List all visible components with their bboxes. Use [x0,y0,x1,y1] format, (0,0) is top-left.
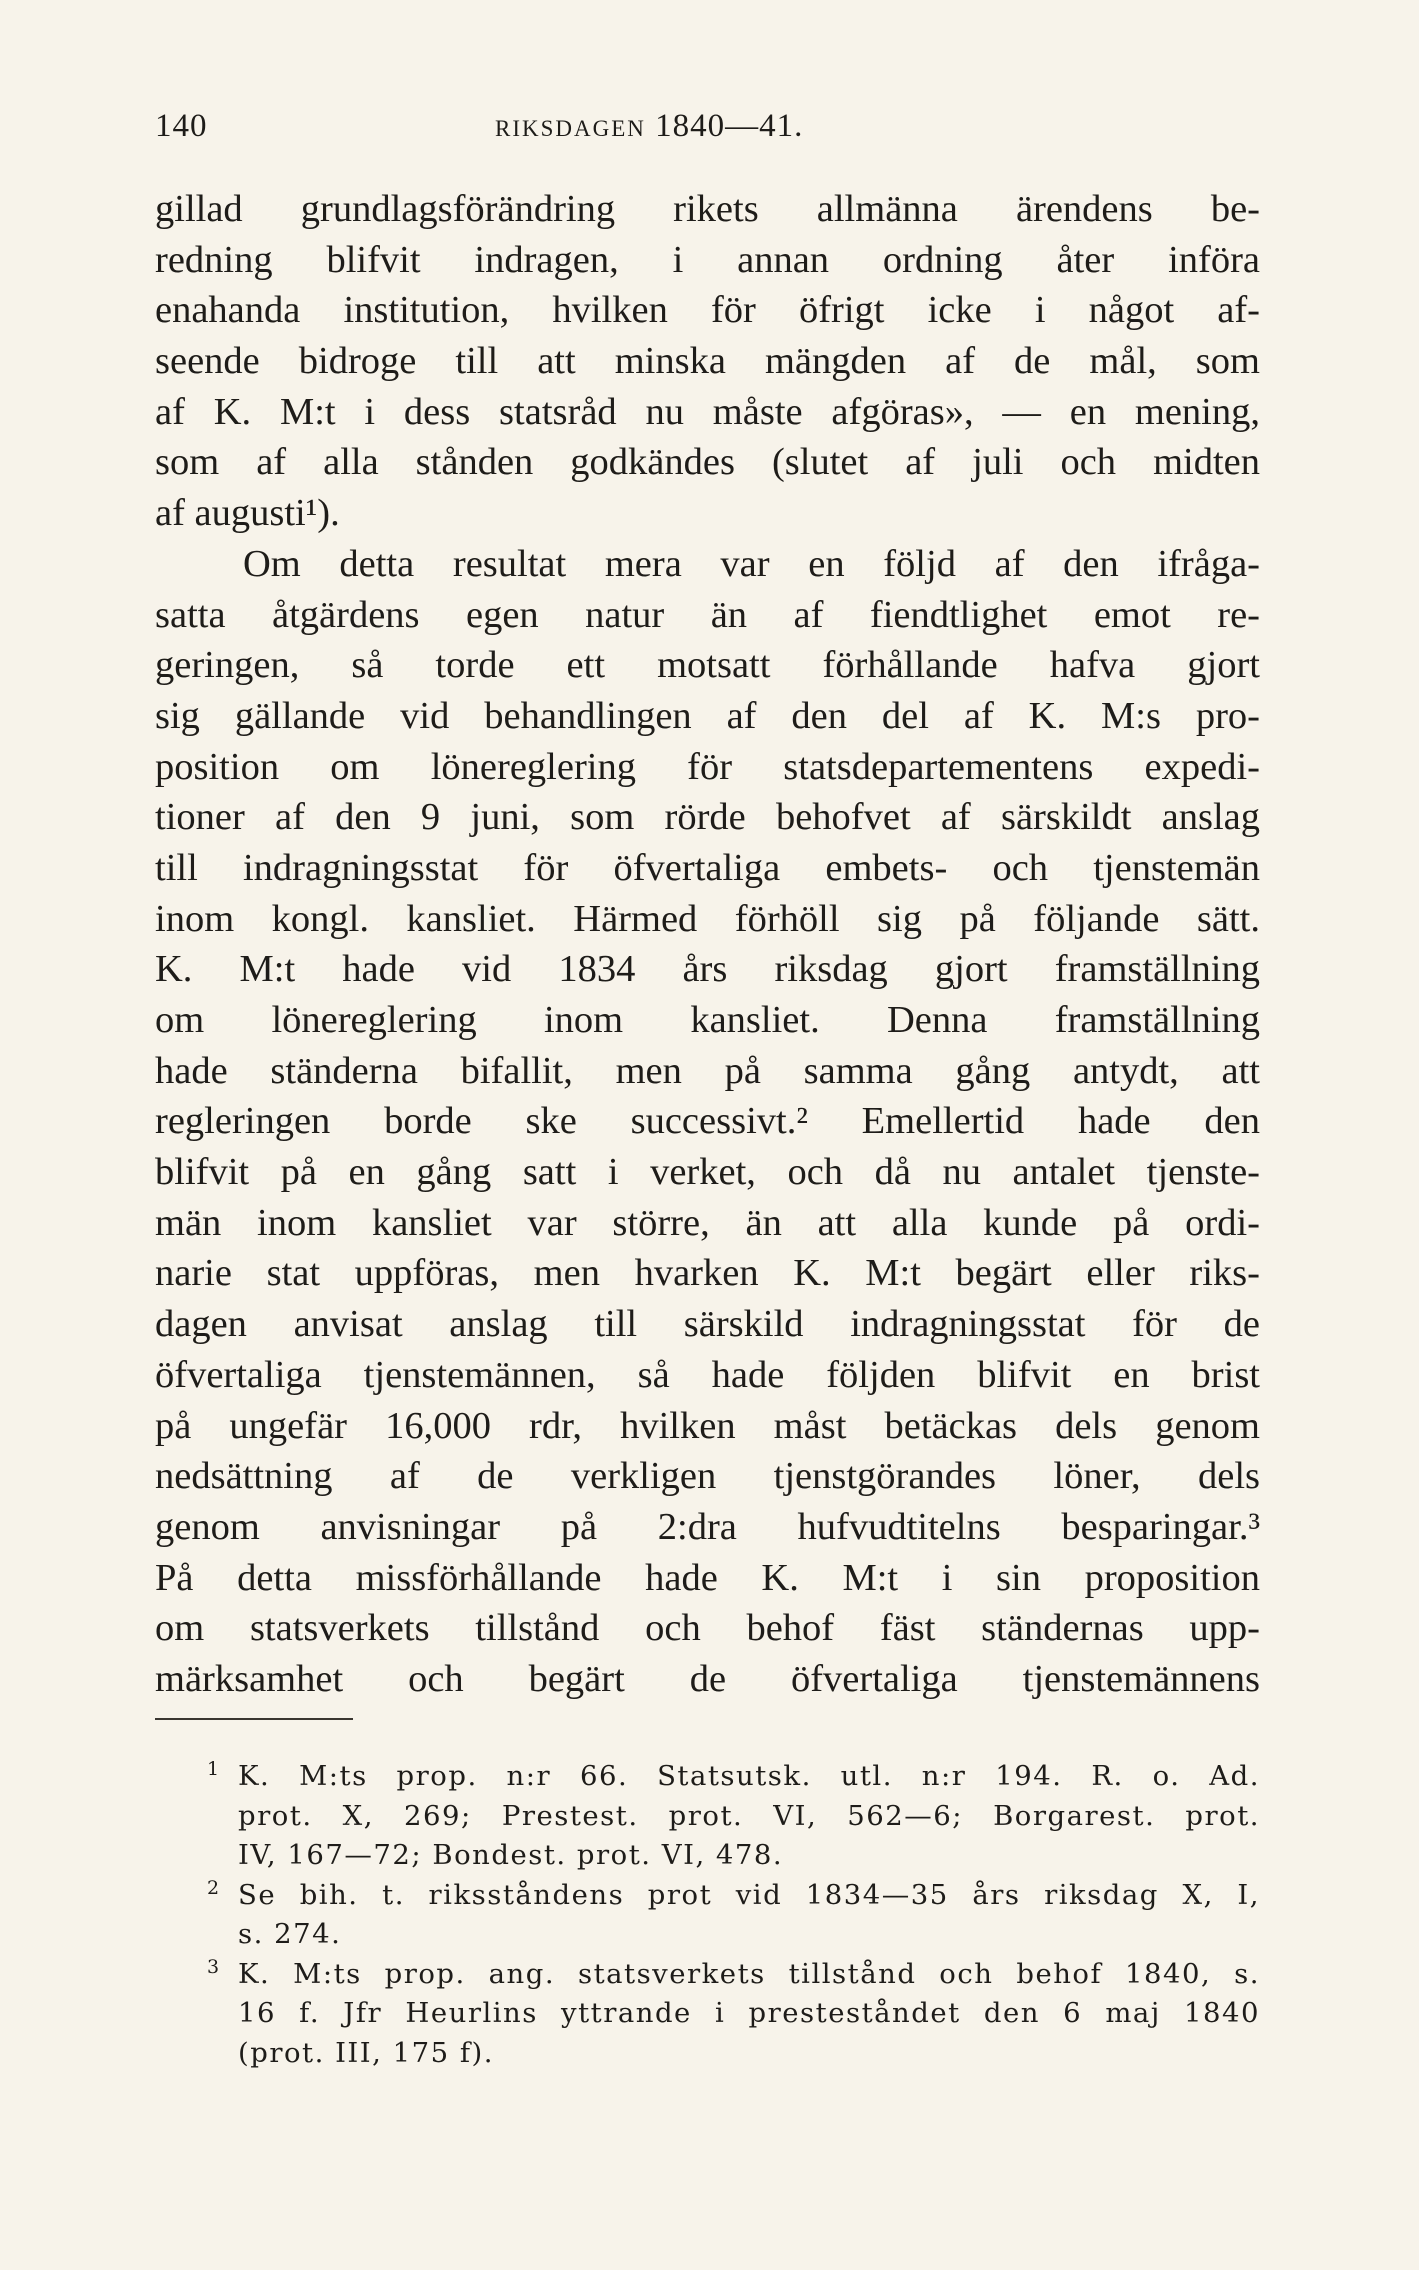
footnote-1 [155,1757,1260,1876]
body-line: K. M:t hade vid 1834 års riksdag gjort framställning [155,948,1260,991]
body-line: seende bidroge till att minska mängden af de mål, som [155,340,1260,383]
body-line: satta åtgärdens egen natur än af fiendtlighet emot re- [155,593,1260,636]
body-line: gillad grundlagsförändring rikets allmänna ärendens be- [155,188,1260,230]
footnote-divider [155,1718,353,1720]
body-line: På detta missförhållande hade K. M:t i sin proposition [155,1556,1260,1599]
running-head-title: RIKSDAGEN [495,116,646,141]
body-line: sig gällande vid behandlingen af den del af K. M:s pro- [155,694,1260,737]
body-line: hade ständerna bifallit, men på samma gång antydt, att [155,1049,1260,1092]
page-header [155,108,1260,152]
body-line: om lönereglering inom kansliet. Denna framställning [155,999,1260,1041]
body-line: på ungefär 16,000 rdr, hvilken måst betäckas dels genom [155,1404,1260,1447]
footnote-line: s. 274. [238,1918,342,1950]
footnote-mark: 2 [207,1876,220,1899]
footnote-line: K. M:ts prop. ang. statsverkets tillstånd och behof 1840, s. [238,1957,1260,1990]
footnote-mark: 1 [207,1758,220,1780]
footnote-line: Se bih. t. riksståndens prot vid 1834—35 års riksdag X, I, [238,1878,1260,1911]
body-line: män inom kansliet var större, än att alla kunde på ordi- [155,1201,1260,1244]
body-line: nedsättning af de verkligen tjenstgörandes löner, dels [155,1455,1260,1498]
body-line: enahanda institution, hvilken för öfrigt icke i något af- [155,289,1260,332]
footnote-2 [155,1876,1260,1955]
body-line: regleringen borde ske successivt.² Emellertid hade den [155,1100,1260,1143]
footnote-line: K. M:ts prop. n:r 66. Statsutsk. utl. n:r 194. R. o. Ad. [238,1760,1260,1792]
body-line: inom kongl. kansliet. Härmed förhöll sig på följande sätt. [155,897,1260,940]
body-line: blifvit på en gång satt i verket, och då nu antalet tjenste- [155,1151,1260,1194]
running-head [495,108,803,145]
body-line: narie stat uppföras, men hvarken K. M:t begärt eller riks- [155,1252,1260,1295]
footnote-line: (prot. III, 175 f). [238,2036,495,2069]
body-line: märksamhet och begärt de öfvertaliga tjenstemännens [155,1657,1260,1700]
body-text [155,184,1260,1705]
body-line: af K. M:t i dess statsråd nu måste afgöras», — en mening, [155,390,1260,433]
footnote-line: prot. X, 269; Prestest. prot. VI, 562—6; Borgarest. prot. [238,1799,1260,1832]
body-line: som af alla stånden godkändes (slutet af juli och midten [155,441,1260,484]
body-line: öfvertaliga tjenstemännen, så hade följden blifvit en brist [155,1353,1260,1396]
footnotes [155,1757,1260,2073]
body-line: till indragningsstat för öfvertaliga embets- och tjenstemän [155,846,1260,889]
footnote-line: 16 f. Jfr Heurlins yttrande i presteståndet den 6 maj 1840 [238,1997,1260,2029]
running-head-years: 1840—41. [655,108,804,144]
body-line: geringen, så torde ett motsatt förhållande hafva gjort [155,644,1260,687]
body-line: dagen anvisat anslag till särskild indragningsstat för de [155,1303,1260,1346]
body-line: tioner af den 9 juni, som rörde behofvet af särskildt anslag [155,796,1260,839]
footnote-3 [155,1955,1260,2074]
footnote-mark: 3 [207,1955,220,1978]
body-line: af augusti¹). [155,492,340,535]
body-line: om statsverkets tillstånd och behof fäst ständernas upp- [155,1607,1260,1650]
body-line: position om lönereglering för statsdepartementens expedi- [155,745,1260,788]
body-line-paragraph-start: Om detta resultat mera var en följd af den ifråga- [243,542,1260,585]
footnote-line: IV, 167—72; Bondest. prot. VI, 478. [238,1839,784,1871]
page-number: 140 [155,108,208,144]
body-line: redning blifvit indragen, i annan ordning åter införa [155,238,1260,281]
body-line: genom anvisningar på 2:dra hufvudtitelns besparingar.³ [155,1505,1260,1548]
